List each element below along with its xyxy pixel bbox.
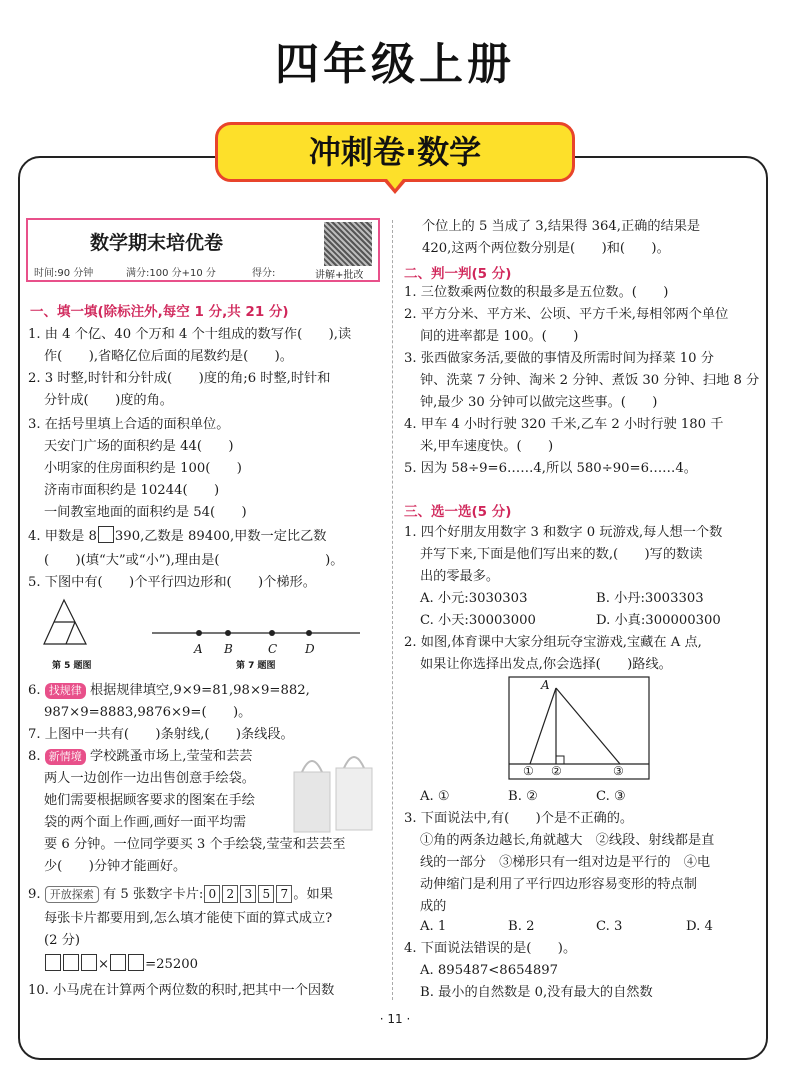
answer-box[interactable]: [45, 954, 61, 971]
c2-point-a: A: [541, 678, 550, 692]
q9-number: 9.: [28, 887, 41, 902]
q10-line1: 10. 小马虎在计算两个两位数的积时,把其中一个因数: [28, 983, 335, 998]
j1: 1. 三位数乘两位数的积最多是五位数。( ): [404, 285, 669, 300]
c3-line5: 成的: [420, 899, 447, 914]
q4-text-b: 390,乙数是 89400,甲数一定比乙数: [114, 529, 327, 544]
c2-mark-3: ③: [613, 764, 624, 778]
q6-number: 6.: [28, 683, 41, 698]
c3-line3: 线的一部分 ③梯形只有一组对边是平行的 ④电: [420, 855, 711, 870]
q3-line1: 3. 在括号里填上合适的面积单位。: [28, 417, 230, 432]
answer-box[interactable]: [128, 954, 144, 971]
q9-line2: 每张卡片都要用到,怎么填才能使下面的算式成立?: [44, 911, 333, 926]
q3-line3: 小明家的住房面积约是 100( ): [44, 461, 242, 476]
c2-option-b: B. ②: [508, 789, 538, 804]
q3-line4: 济南市面积约是 10244( ): [44, 483, 220, 498]
answer-box[interactable]: [110, 954, 126, 971]
fig7-point-b: B: [224, 642, 233, 656]
q9-text-b: 。如果: [293, 887, 333, 902]
q1-line2: 作( ),省略亿位后面的尾数约是( )。: [44, 349, 293, 364]
digit-card: 7: [276, 885, 292, 903]
q4-line1: [28, 526, 327, 548]
q9-tag: 开放探索: [45, 886, 99, 903]
digit-card: 2: [222, 885, 238, 903]
grade-title: 四年级上册: [275, 39, 515, 90]
j2-line2: 间的进率都是 100。( ): [420, 329, 579, 344]
page-number: · 11 ·: [379, 1012, 411, 1026]
section2-heading: 二、判一判(5 分): [404, 266, 512, 282]
c3-option-d: D. 4: [686, 919, 713, 934]
fig7-caption: 第 7 题图: [236, 661, 276, 671]
q9-result: =25200: [145, 957, 199, 972]
c1-option-b: B. 小丹:3003303: [596, 591, 704, 606]
q8-line4: 袋的两个面上作画,画好一面平均需: [44, 815, 247, 830]
q8-line2: 两人一边创作一边出售创意手绘袋。: [44, 771, 255, 786]
q5: 5. 下图中有( )个平行四边形和( )个梯形。: [28, 575, 316, 590]
subject-banner: 冲刺卷·数学: [215, 122, 575, 182]
answer-box[interactable]: [63, 954, 79, 971]
q8-line3: 她们需要根据顾客要求的图案在手绘: [44, 793, 255, 808]
q6-line1: [28, 680, 310, 702]
c3-option-a: A. 1: [420, 919, 447, 934]
q1-line1: 1. 由 4 个亿、40 个万和 4 个十组成的数写作( ),读: [28, 327, 352, 342]
q8-text: 学校跳蚤市场上,莹莹和芸芸: [90, 749, 253, 764]
digit-card: 5: [258, 885, 274, 903]
j2-line1: 2. 平方分米、平方米、公顷、平方千米,每相邻两个单位: [404, 307, 729, 322]
tote-bag-image: [288, 752, 378, 836]
q10-line2: 个位上的 5 当成了 3,结果得 364,正确的结果是: [422, 219, 701, 234]
c2-option-c: C. ③: [596, 789, 626, 804]
j3-line3: 钟,最少 30 分钟可以做完这些事。( ): [420, 395, 658, 410]
c2-mark-2: ②: [551, 764, 562, 778]
q3-line2: 天安门广场的面积约是 44( ): [44, 439, 234, 454]
q9-equation: [44, 954, 198, 976]
c3-line2: ①角的两条边越长,角就越大 ②线段、射线都是直: [420, 833, 715, 848]
fig7-point-a: A: [194, 642, 203, 656]
c2-line2: 如果让你选择出发点,你会选择( )路线。: [420, 657, 672, 672]
q3-line5: 一间教室地面的面积约是 54( ): [44, 505, 247, 520]
q8-number: 8.: [28, 749, 41, 764]
times-sign: ×: [98, 957, 110, 972]
c3-line4: 动伸缩门是利用了平行四边形容易变形的特点制: [420, 877, 697, 892]
c1-line3: 出的零最多。: [420, 569, 500, 584]
c3-line1: 3. 下面说法中,有( )个是不正确的。: [404, 811, 634, 826]
q9-line3: (2 分): [44, 933, 81, 948]
c4-option-a: A. 895487<8654897: [420, 963, 559, 978]
column-divider: [392, 220, 393, 1000]
digit-box[interactable]: [98, 526, 114, 543]
c4: 4. 下面说法错误的是( )。: [404, 941, 577, 956]
fig7-point-c: C: [268, 642, 278, 656]
j4-line1: 4. 甲车 4 小时行驶 320 千米,乙车 2 小时行驶 180 千: [404, 417, 724, 432]
q10-line3: 420,这两个两位数分别是( )和( )。: [422, 241, 670, 256]
section3-heading: 三、选一选(5 分): [404, 504, 512, 520]
c1-option-a: A. 小元:3030303: [420, 591, 528, 606]
exam-title: 数学期末培优卷: [90, 232, 224, 254]
q2-line2: 分针成( )度的角。: [44, 393, 173, 408]
q8-tag: 新情境: [45, 749, 86, 765]
c1-option-c: C. 小天:30003000: [420, 613, 536, 628]
c1-option-d: D. 小真:300000300: [596, 613, 721, 628]
digit-card: 3: [240, 885, 256, 903]
digit-card: 0: [204, 885, 220, 903]
q9-line1: [28, 884, 333, 906]
c3-option-c: C. 3: [596, 919, 623, 934]
q2-line1: 2. 3 时整,时针和分针成( )度的角;6 时整,时针和: [28, 371, 331, 386]
q6-tag: 找规律: [45, 683, 86, 699]
c2-mark-1: ①: [523, 764, 534, 778]
q8-line1: [28, 746, 252, 768]
c3-option-b: B. 2: [508, 919, 535, 934]
exam-full-score: 满分:100 分+10 分: [126, 268, 216, 279]
q4-text-a: 4. 甲数是 8: [28, 529, 97, 544]
qr-label: 讲解+批改: [315, 270, 364, 281]
exam-score: 得分:: [252, 268, 276, 279]
fig5-shape: [40, 596, 90, 652]
c1-line2: 并写下来,下面是他们写出来的数,( )写的数读: [420, 547, 703, 562]
fig7-line: [150, 626, 362, 638]
fig5-caption: 第 5 题图: [52, 661, 92, 671]
q6-text: 根据规律填空,9×9=81,98×9=882,: [90, 683, 310, 698]
q9-text-a: 有 5 张数字卡片:: [103, 887, 204, 902]
answer-box[interactable]: [81, 954, 97, 971]
qr-code-icon[interactable]: [324, 222, 372, 266]
j5: 5. 因为 58÷9=6……4,所以 580÷90=6……4。: [404, 461, 697, 476]
q8-line5: 要 6 分钟。一位同学要买 3 个手绘袋,莹莹和芸芸至: [44, 837, 346, 852]
fig7-point-d: D: [305, 642, 315, 656]
exam-time: 时间:90 分钟: [34, 268, 94, 279]
q7: 7. 上图中一共有( )条射线,( )条线段。: [28, 727, 294, 742]
c2-line1: 2. 如图,体育课中大家分组玩夺宝游戏,宝藏在 A 点,: [404, 635, 702, 650]
q6-line2: 987×9=8883,9876×9=( )。: [44, 705, 252, 720]
c2-option-a: A. ①: [420, 789, 450, 804]
section1-heading: 一、填一填(除标注外,每空 1 分,共 21 分): [30, 304, 289, 320]
q8-line6: 少( )分钟才能画好。: [44, 859, 187, 874]
j4-line2: 米,甲车速度快。( ): [420, 439, 554, 454]
banner-pointer-inner: [387, 179, 403, 189]
c4-option-b: B. 最小的自然数是 0,没有最大的自然数: [420, 985, 653, 1000]
q4-line2: ( )(填“大”或“小”),理由是( )。: [44, 553, 344, 568]
j3-line1: 3. 张西做家务活,要做的事情及所需时间为择菜 10 分: [404, 351, 714, 366]
c1-line1: 1. 四个好朋友用数字 3 和数字 0 玩游戏,每人想一个数: [404, 525, 723, 540]
j3-line2: 钟、洗菜 7 分钟、淘米 2 分钟、煮饭 30 分钟、扫地 8 分: [420, 373, 760, 388]
